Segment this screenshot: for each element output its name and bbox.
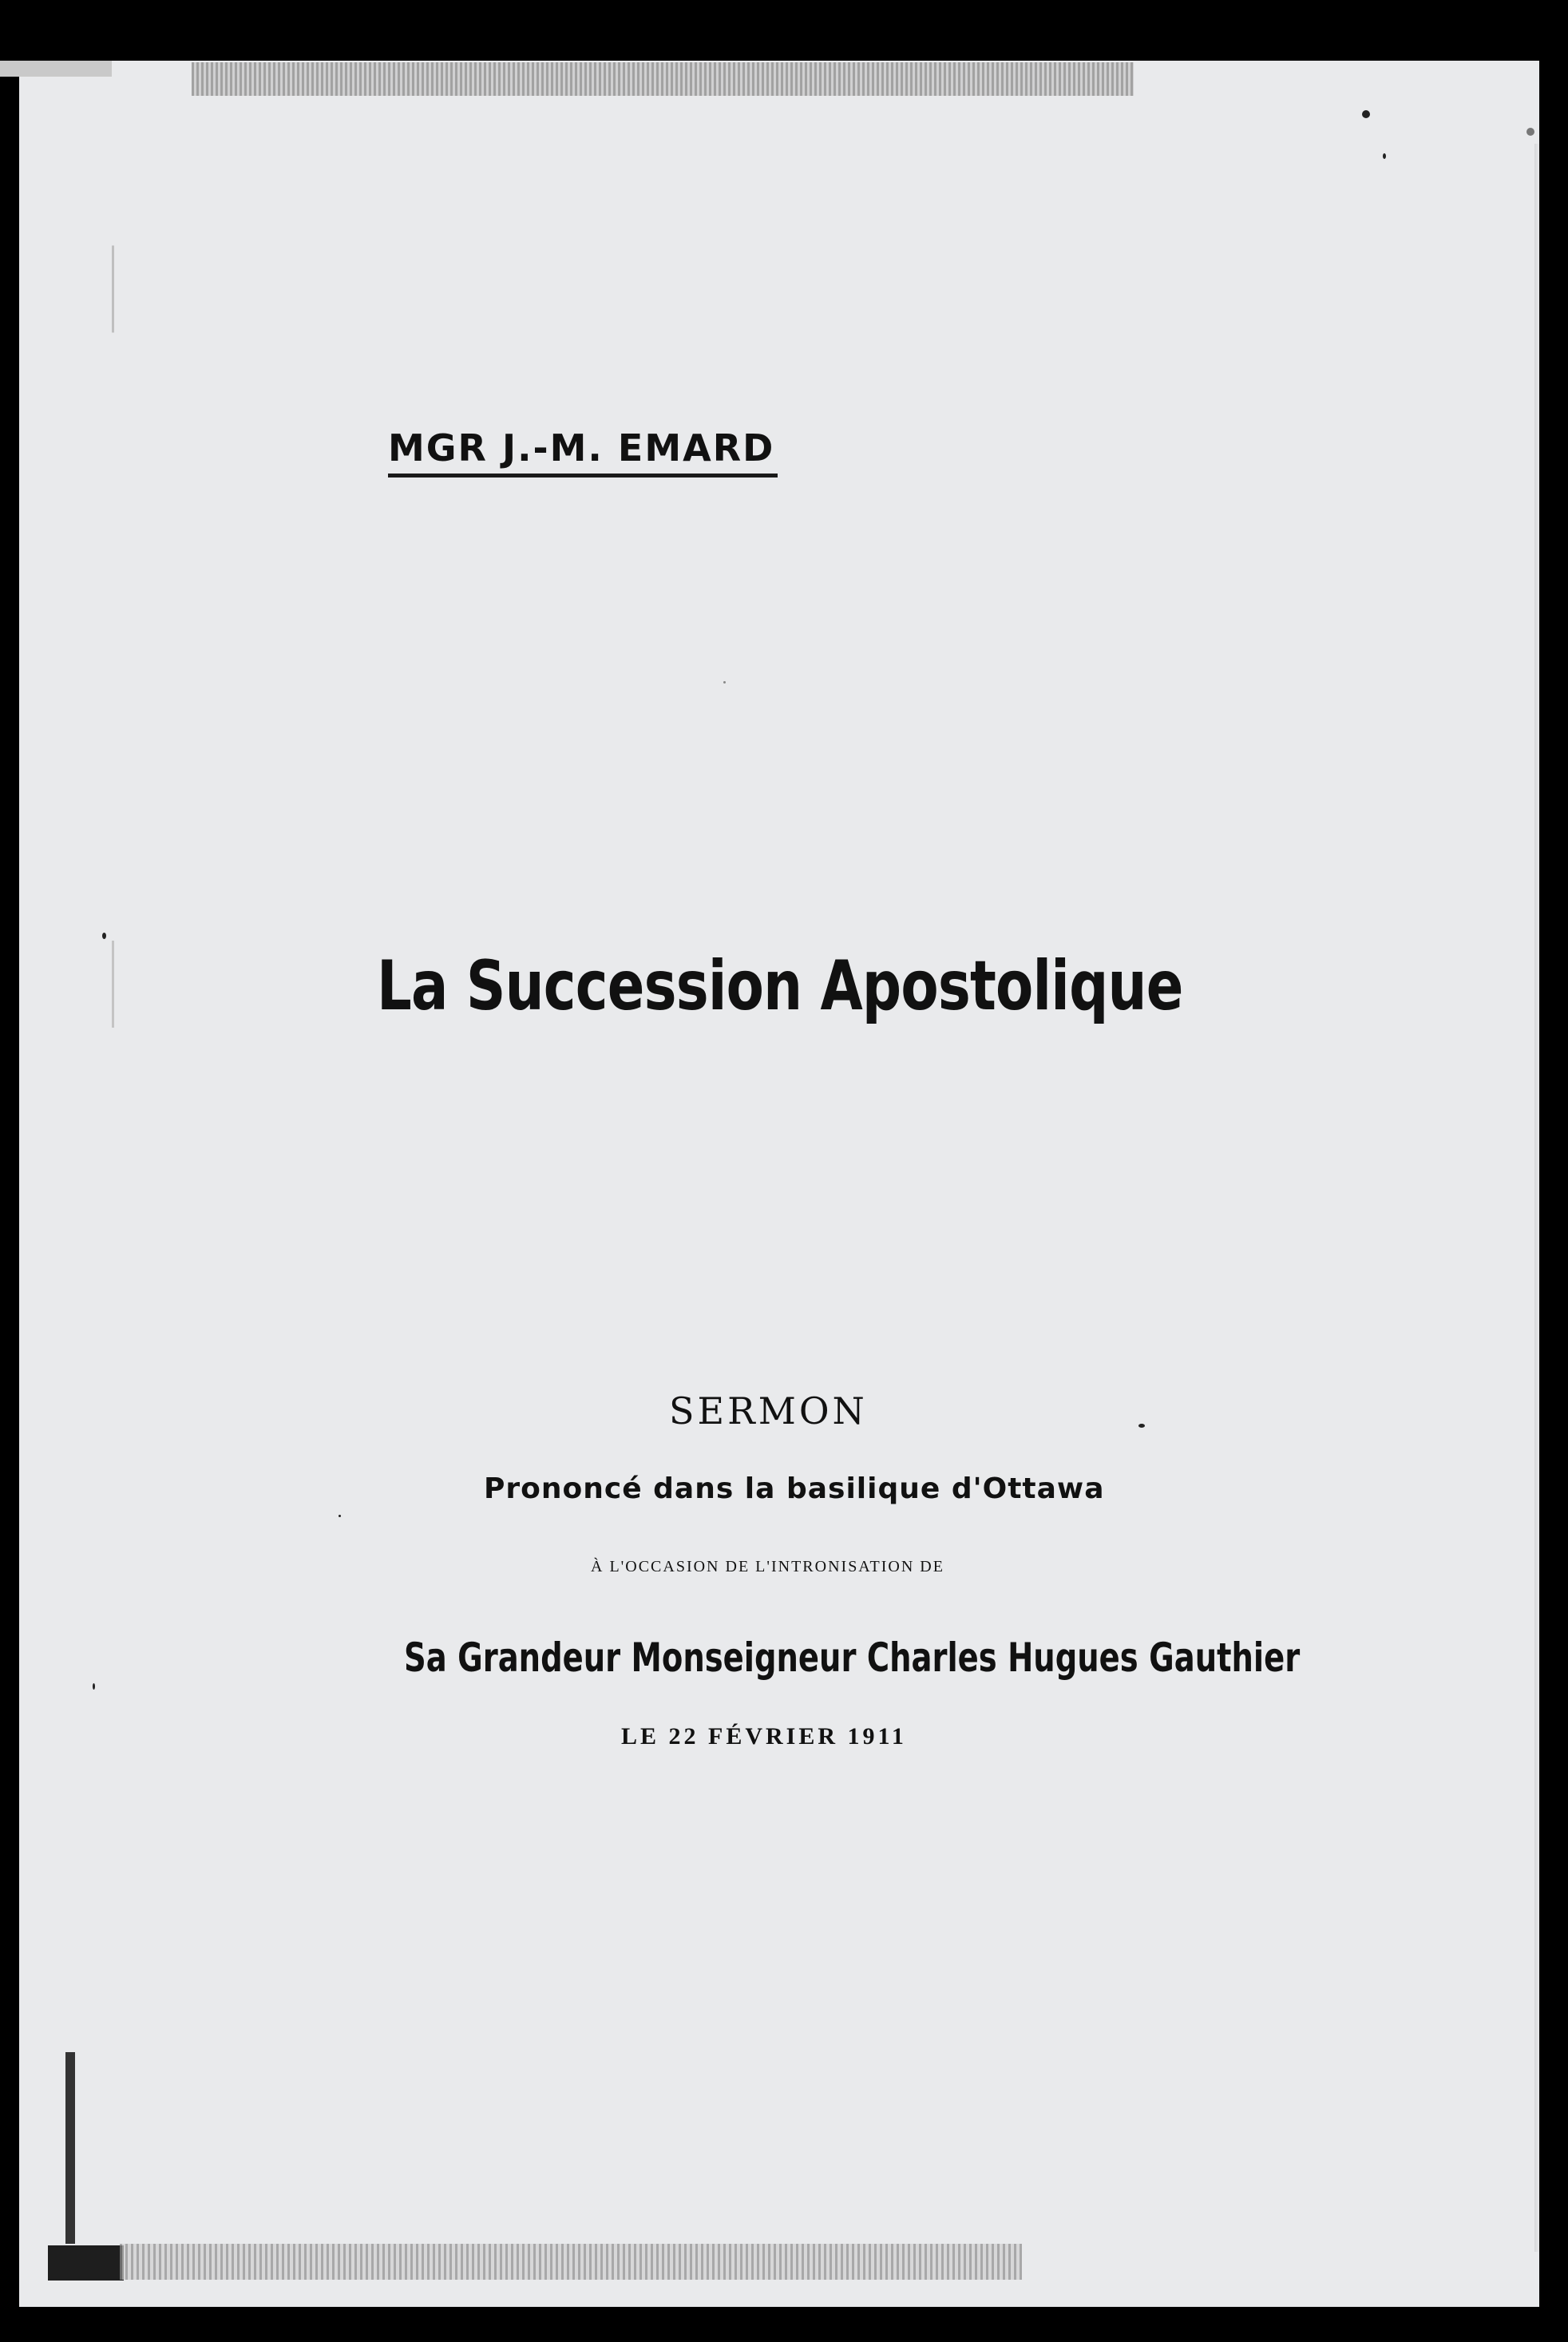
scan-speck xyxy=(1526,128,1534,136)
author-underline xyxy=(388,474,778,478)
scan-edge-bottom xyxy=(120,2244,1022,2280)
scan-speck xyxy=(102,933,106,939)
scan-speck xyxy=(1138,1424,1145,1428)
honoree-name: Sa Grandeur Monseigneur Charles Hugues Gauthier xyxy=(404,1635,1301,1681)
left-margin-shadow xyxy=(112,72,114,2244)
delivery-location: Prononcé dans la basilique d'Ottawa xyxy=(484,1472,1105,1505)
scan-edge-top-left xyxy=(0,61,112,77)
scanned-page xyxy=(19,61,1539,2307)
occasion-line: À L'OCCASION DE L'INTRONISATION DE xyxy=(591,1558,944,1575)
sermon-date: LE 22 FÉVRIER 1911 xyxy=(621,1723,907,1750)
binding-edge xyxy=(65,2052,75,2244)
scan-edge-top xyxy=(192,62,1134,96)
author-name: MGR J.-M. EMARD xyxy=(388,426,775,470)
genre-heading: SERMON xyxy=(669,1389,868,1433)
right-page-edge xyxy=(1534,144,1539,2252)
book-title: La Succession Apostolique xyxy=(377,946,1183,1026)
scan-speck xyxy=(1383,153,1386,159)
scan-speck xyxy=(93,1683,95,1690)
scan-speck xyxy=(339,1515,341,1517)
scan-speck xyxy=(723,681,726,684)
scan-edge-bottom-corner xyxy=(48,2245,124,2281)
scan-speck xyxy=(1362,110,1370,118)
